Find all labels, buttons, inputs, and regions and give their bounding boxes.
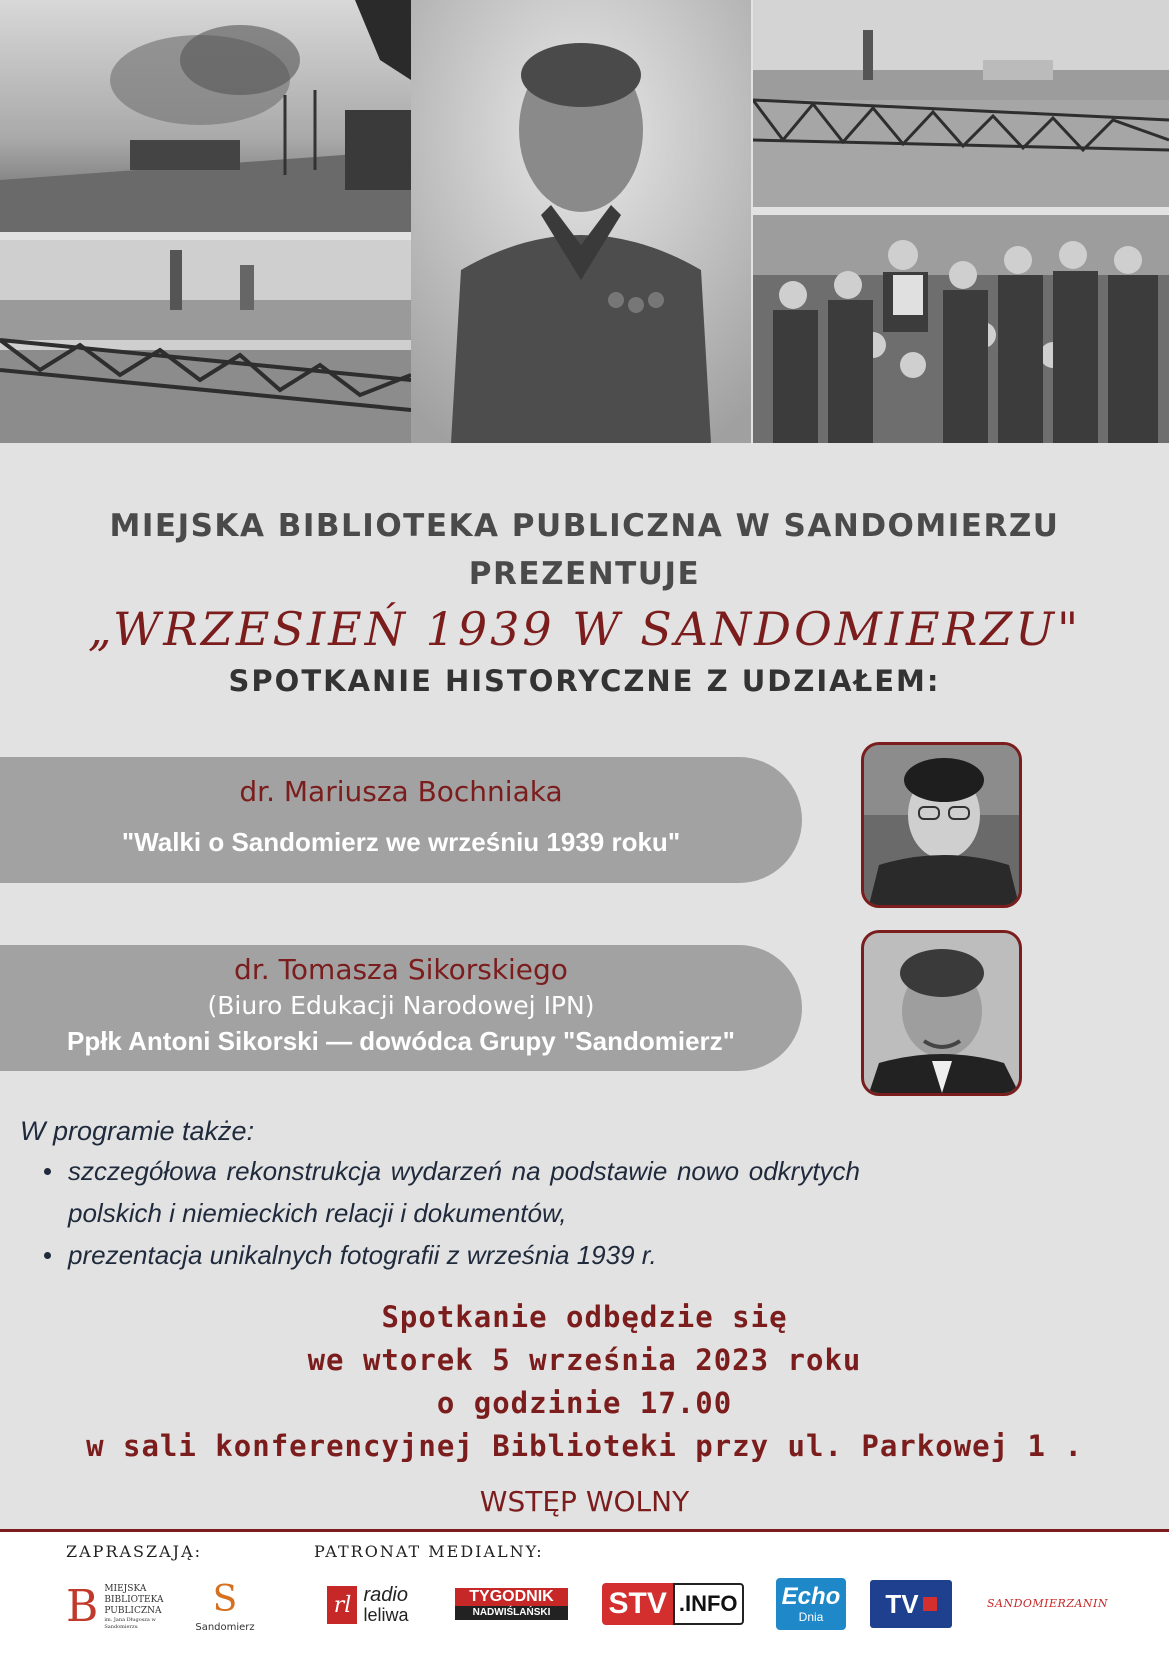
admission-note: WSTĘP WOLNY: [479, 1485, 690, 1518]
event-location: w sali konferencyjnej Biblioteki przy ul. Parkowej 1 .: [86, 1429, 1083, 1463]
photo-crowd: [753, 215, 1169, 443]
list-item: [40, 1150, 860, 1234]
program-list: [40, 1150, 860, 1276]
tygodnik-text-a: TYGODNIK: [455, 1588, 568, 1606]
echo-text: Echo: [781, 1583, 841, 1610]
photo-bridge-right: [753, 0, 1169, 207]
library-logo-line: MIEJSKA: [104, 1583, 147, 1594]
list-item: [40, 1234, 860, 1276]
tv-wisla-accent-icon: [923, 1597, 937, 1611]
sandomierz-logo-text: Sandomierz: [195, 1621, 255, 1633]
echo-dnia-logo: [776, 1578, 846, 1630]
speaker-2-talk: Ppłk Antoni Sikorski — dowódca Grupy "Sandomierz": [66, 1026, 735, 1056]
organizer-line: MIEJSKA BIBLIOTEKA PUBLICZNA W SANDOMIERZU: [109, 508, 1060, 544]
tv-wisla-logo: [870, 1580, 952, 1628]
sandomierzanin-logo: [980, 1588, 1115, 1618]
bullet-icon: [44, 1168, 51, 1175]
bullet-icon: [44, 1252, 51, 1259]
program-item-text: szczegółowa rekonstrukcja wydarzeń na podstawie nowo odkrytych polskich i niemieckich relacji i dokumentów,: [68, 1156, 860, 1228]
sandomierzanin-text: SANDOMIERZANIN: [986, 1596, 1109, 1610]
event-line-1: Spotkanie odbędzie się: [381, 1300, 788, 1334]
speaker-1-talk: "Walki o Sandomierz we wrześniu 1939 roku": [121, 827, 681, 857]
program-item-text: prezentacja unikalnych fotografii z września 1939 r.: [68, 1240, 657, 1270]
speaker-1-name: dr. Mariusza Bochniaka: [239, 775, 563, 808]
media-label: PATRONAT MEDIALNY:: [314, 1542, 544, 1561]
stv-text: STV: [602, 1583, 672, 1625]
speaker-2-name: dr. Tomasza Sikorskiego: [234, 953, 568, 986]
presents-line: PREZENTUJE: [468, 556, 701, 592]
radio-leliwa-logo: [318, 1583, 418, 1627]
event-time: o godzinie 17.00: [436, 1386, 733, 1420]
dnia-text: Dnia: [798, 1610, 824, 1624]
radio-leliwa-text-a: radio: [363, 1584, 408, 1606]
sandomierz-s-icon: S: [212, 1578, 238, 1620]
event-subtitle: SPOTKANIE HISTORYCZNE Z UDZIAŁEM:: [228, 664, 941, 698]
speaker-2-pill: [0, 945, 802, 1071]
speaker-1-pill: [0, 757, 802, 883]
event-title: „WRZESIEŃ 1939 W SANDOMIERZU": [87, 602, 1082, 656]
radio-leliwa-icon: rl: [327, 1586, 357, 1624]
invite-label: ZAPRASZAJĄ:: [66, 1542, 203, 1561]
program-heading: W programie także:: [20, 1116, 255, 1146]
tv-wisla-text: TV: [885, 1588, 919, 1619]
tygodnik-logo: [455, 1587, 568, 1621]
sandomierz-logo: [190, 1572, 260, 1642]
stv-info-logo: [598, 1582, 748, 1626]
photo-officer-portrait: [411, 0, 751, 443]
tygodnik-text-b: NADWIŚLAŃSKI: [455, 1606, 568, 1620]
library-logo-line: BIBLIOTEKA: [104, 1594, 164, 1605]
library-logo-line: PUBLICZNA: [104, 1605, 162, 1616]
speaker-2-org: (Biuro Edukacji Narodowej IPN): [207, 991, 595, 1020]
event-date: we wtorek 5 września 2023 roku: [307, 1343, 862, 1377]
info-text: .INFO: [673, 1583, 744, 1625]
radio-leliwa-text-b: leliwa: [363, 1605, 409, 1625]
speaker-1-photo: [861, 742, 1022, 908]
library-b-icon: B: [66, 1581, 99, 1632]
speaker-2-photo: [861, 930, 1022, 1096]
photo-battlefield: [0, 0, 411, 232]
library-logo-small: im. Jana Długosza w Sandomierzu: [104, 1616, 156, 1630]
photo-bridge-left: [0, 240, 411, 443]
library-logo: [66, 1575, 186, 1639]
